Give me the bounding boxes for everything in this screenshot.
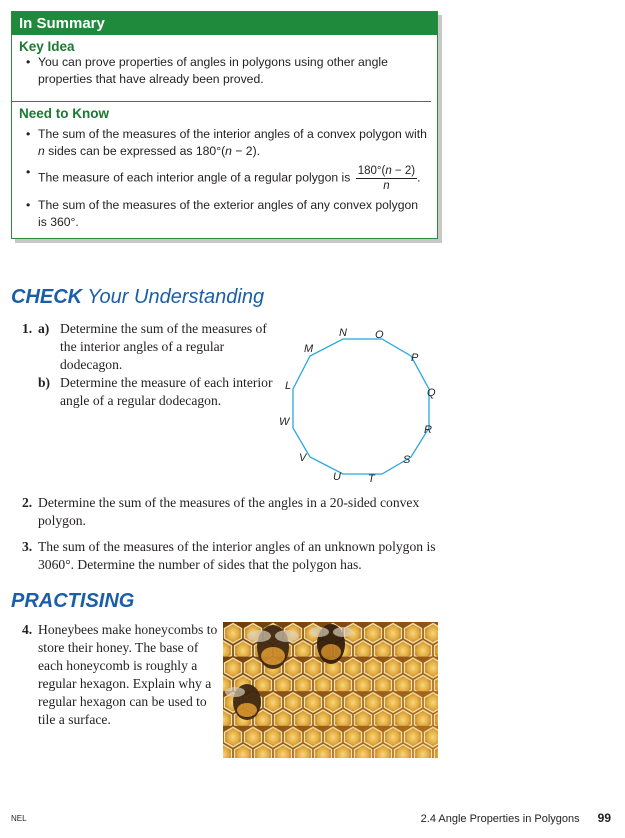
vertex-label-m: M	[304, 343, 314, 355]
dodecagon-figure	[272, 318, 442, 488]
key-idea-item: • You can prove properties of angles in polygons using other angle properties that have already been proved.	[26, 54, 429, 88]
summary-box	[11, 11, 438, 239]
vertex-label-p: P	[411, 352, 419, 364]
footer-section	[421, 811, 611, 825]
need-to-know-list	[12, 126, 437, 231]
honeycomb-photo	[223, 622, 438, 758]
honeycomb-illustration	[223, 622, 438, 758]
need-to-know-item-3: • The sum of the measures of the exterior angles of any convex polygon is 360°.	[26, 197, 429, 231]
need-to-know-item-2: • The measure of each interior angle of a regular polygon is $\frac{180^\circ(n - 2)}{n}$ .	[26, 164, 429, 193]
question-2: 2. Determine the sum of the measures of the angles in a 20-sided convex polygon.	[22, 495, 420, 528]
summary-divider	[12, 101, 431, 102]
question-4: 4. Honeybees make honeycombs to store their honey. The base of each honeycomb is roughly a regular hexagon. Explain why a regular hexagon can be used to tile a surface.	[22, 622, 218, 727]
need-to-know-title: Need to Know	[19, 106, 109, 121]
question-1	[22, 320, 280, 410]
summary-header: In Summary	[12, 12, 437, 35]
practising-heading: PRACTISING	[11, 590, 135, 612]
question-1b: b) Determine the measure of each interior angle of a regular dodecagon.	[38, 375, 273, 408]
vertex-label-v: V	[299, 452, 307, 464]
vertex-label-t: T	[368, 473, 375, 485]
footer-section-title: 2.4 Angle Properties in Polygons	[420, 813, 580, 825]
footer-publisher: NEL	[11, 814, 27, 823]
vertex-label-w: W	[279, 416, 290, 428]
page-number: 99	[597, 811, 611, 825]
vertex-label-s: S	[403, 454, 411, 466]
interior-angle-fraction: $\frac{180^\circ(n - 2)}{n}$	[357, 165, 416, 192]
key-idea-list	[12, 54, 437, 88]
vertex-label-r: R	[424, 424, 432, 436]
vertex-label-n: N	[339, 327, 347, 339]
key-idea-title: Key Idea	[19, 39, 75, 54]
vertex-label-o: O	[375, 329, 384, 341]
question-1a: 1. a) Determine the sum of the measures of the interior angles of a regular dodecagon.	[22, 321, 267, 372]
need-to-know-block	[12, 106, 437, 235]
question-3: 3. The sum of the measures of the interior angles of an unknown polygon is 3060°. Determine the number of sides that the polygon has.	[22, 539, 436, 572]
vertex-label-l: L	[285, 380, 292, 392]
vertex-label-u: U	[333, 471, 341, 483]
check-heading: CHECK Your Understanding	[11, 286, 265, 308]
vertex-label-q: Q	[427, 387, 436, 399]
need-to-know-item-1: • The sum of the measures of the interior angles of a convex polygon with n sides can be expressed as 180°(n − 2).	[26, 126, 429, 160]
